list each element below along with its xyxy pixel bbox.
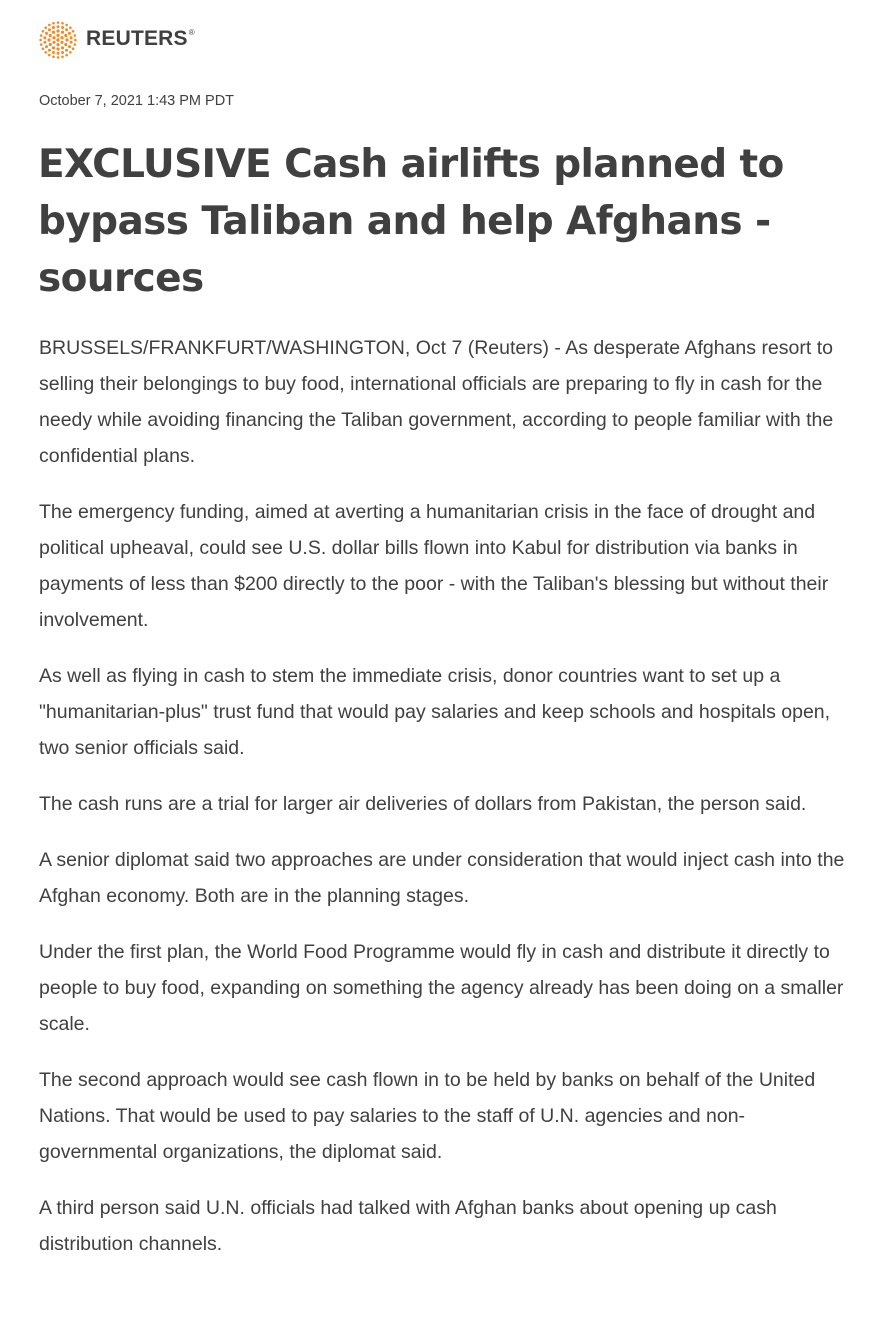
logo-dot: [48, 49, 51, 52]
logo-dot: [57, 52, 60, 55]
site-header: [38, 20, 195, 60]
article-paragraph: Under the first plan, the World Food Programme would fly in cash and distribute it directly to people to buy food, expanding on something the agency already has been doing on a smaller scale.: [39, 941, 844, 1035]
logo-dot: [61, 46, 64, 49]
logo-dot: [56, 29, 59, 32]
logo-dot: [56, 34, 59, 37]
logo-dot: [74, 39, 77, 42]
logo-dot: [47, 38, 50, 41]
logo-dot: [70, 36, 73, 39]
reuters-logo-icon[interactable]: [38, 20, 78, 60]
logo-dot: [60, 36, 63, 39]
logo-dot: [48, 24, 51, 27]
article-paragraph: BRUSSELS/FRANKFURT/WASHINGTON, Oct 7 (Reuters) - As desperate Afghans resort to selling their belongings to buy food, international officials are preparing to fly in cash for the needy while avoiding financing the Taliban government, according to people familiar with the confidential plans.: [39, 337, 834, 467]
article-body: [39, 330, 854, 1282]
logo-dot: [48, 54, 51, 57]
logo-dot: [49, 43, 52, 46]
logo-dot: [45, 32, 48, 35]
logo-dot: [56, 38, 59, 41]
logo-dot: [42, 47, 45, 50]
logo-dot: [52, 22, 55, 25]
logo-dot: [60, 41, 63, 44]
logo-dot: [40, 43, 43, 46]
logo-dot: [52, 51, 55, 54]
logo-dot: [49, 34, 52, 37]
article-paragraph: The second approach would see cash flown in to be held by banks on behalf of the United Nations. That would be used to pay salaries to the staff of U.N. agencies and non-governmental organizations, the diplomat said.: [39, 1069, 816, 1163]
logo-dot: [43, 36, 46, 39]
logo-dot: [65, 38, 68, 41]
logo-dot: [74, 34, 77, 37]
logo-dot: [39, 39, 42, 42]
logo-dot: [57, 56, 60, 59]
logo-dot: [65, 28, 68, 31]
article-headline: EXCLUSIVE Cash airlifts planned to bypass Taliban and help Afghans - sources: [38, 142, 784, 301]
article-dateline: October 7, 2021 1:43 PM PDT: [39, 93, 235, 109]
logo-dot: [52, 41, 55, 44]
logo-dot: [42, 30, 45, 33]
logo-dot: [68, 45, 71, 48]
logo-dot: [65, 49, 68, 52]
article-paragraph: A senior diplomat said two approaches are under consideration that would inject cash into the Afghan economy. Both are in the planning stages.: [39, 849, 845, 907]
logo-dot: [61, 26, 64, 29]
logo-dot: [56, 43, 59, 46]
logo-dot: [70, 41, 73, 44]
registered-mark: ®: [188, 28, 195, 37]
logo-dot: [65, 24, 68, 27]
logo-dot: [44, 26, 47, 29]
reuters-wordmark[interactable]: [86, 27, 195, 51]
logo-dot: [74, 43, 77, 46]
logo-dot: [43, 41, 46, 44]
logo-dot: [52, 56, 55, 59]
logo-dot: [72, 47, 75, 50]
logo-dot: [65, 54, 68, 57]
logo-dot: [40, 34, 43, 37]
article-paragraph: As well as flying in cash to stem the immediate crisis, donor countries want to set up a "humanitarian-plus" trust fund that would pay salaries and keep schools and hospitals open, two senior officials said.: [39, 665, 831, 759]
logo-dot: [64, 43, 67, 46]
logo-dot: [45, 45, 48, 48]
logo-dot: [61, 56, 64, 59]
logo-dot: [64, 34, 67, 37]
article-paragraph: A third person said U.N. officials had talked with Afghan banks about opening up cash distribution channels.: [39, 1197, 777, 1255]
logo-dot: [61, 22, 64, 25]
logo-dot: [44, 51, 47, 54]
logo-dot: [72, 30, 75, 33]
article-paragraph: The emergency funding, aimed at averting a humanitarian crisis in the face of drought and political upheaval, could see U.S. dollar bills flown into Kabul for distribution via banks in payments of less than $200 directly to the poor - with the Taliban's blessing but without their involvement.: [39, 501, 829, 631]
logo-dot: [52, 31, 55, 34]
logo-dot: [52, 26, 55, 29]
logo-dot: [48, 28, 51, 31]
logo-dot: [68, 32, 71, 35]
logo-dot: [56, 47, 59, 50]
logo-dot: [52, 36, 55, 39]
logo-dot: [61, 51, 64, 54]
logo-dot: [69, 26, 72, 29]
logo-dot: [52, 46, 55, 49]
logo-dot: [61, 31, 64, 34]
logo-dot: [57, 21, 60, 24]
article-paragraph: The cash runs are a trial for larger air deliveries of dollars from Pakistan, the person said.: [39, 793, 807, 815]
brand-name: REUTERS: [86, 27, 188, 50]
logo-dot: [69, 51, 72, 54]
logo-dot: [57, 25, 60, 28]
